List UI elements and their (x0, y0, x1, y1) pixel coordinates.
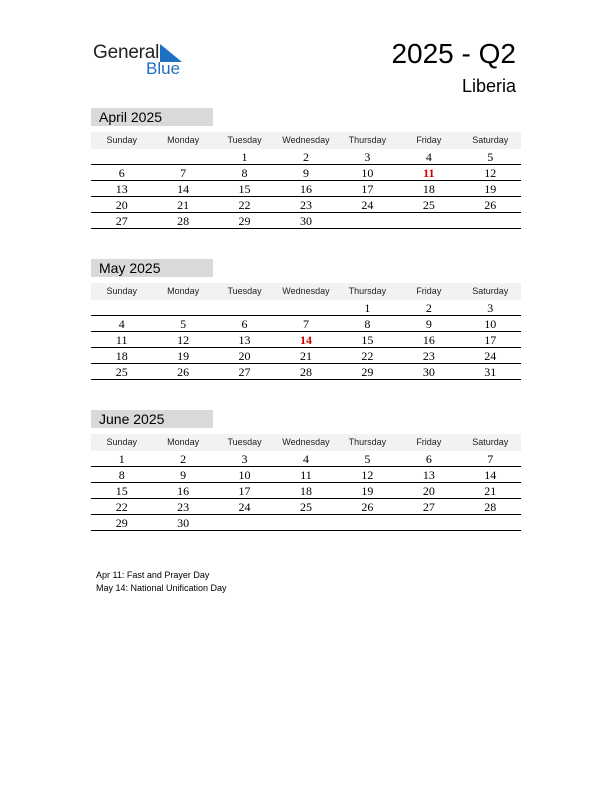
day-cell: 4 (302, 452, 309, 466)
month-weeks (91, 451, 521, 531)
day-cell: 25 (422, 198, 435, 212)
day-cell: 13 (115, 182, 128, 196)
day-cell: 5 (180, 317, 187, 331)
day-cell: 3 (241, 452, 248, 466)
month-weeks (91, 149, 521, 229)
day-cell: 22 (361, 349, 374, 363)
day-cell: 23 (422, 349, 435, 363)
weekday-label: Saturday (472, 286, 509, 296)
weekday-label: Wednesday (282, 437, 330, 447)
day-cell: 4 (118, 317, 125, 331)
weekday-header (91, 132, 521, 149)
week-row (91, 499, 521, 515)
day-cell: 6 (425, 452, 432, 466)
day-cell: 28 (177, 214, 190, 228)
holiday-note: May 14: National Unification Day (96, 583, 227, 593)
day-cell (398, 515, 459, 530)
weekday-label: Monday (167, 135, 200, 145)
day-cell: 26 (484, 198, 497, 212)
day-cell: 5 (487, 150, 494, 164)
day-cell: 27 (238, 365, 251, 379)
day-cell: 11 (300, 468, 312, 482)
day-cell: 8 (241, 166, 248, 180)
day-cell: 15 (238, 182, 251, 196)
week-row (91, 451, 521, 467)
day-cell: 13 (422, 468, 435, 482)
day-cell: 29 (115, 516, 128, 530)
week-row (91, 149, 521, 165)
weekday-label: Tuesday (227, 437, 262, 447)
holiday-day-cell: 11 (423, 166, 435, 180)
day-cell: 7 (302, 317, 309, 331)
day-cell (398, 213, 459, 228)
day-cell: 16 (177, 484, 190, 498)
day-cell (337, 515, 398, 530)
day-cell: 10 (361, 166, 374, 180)
day-cell: 12 (177, 333, 190, 347)
weekday-label: Thursday (348, 437, 387, 447)
day-cell: 8 (364, 317, 371, 331)
day-cell: 9 (425, 317, 432, 331)
day-cell: 7 (487, 452, 494, 466)
day-cell: 23 (299, 198, 312, 212)
day-cell: 17 (484, 333, 497, 347)
day-cell: 25 (299, 500, 312, 514)
day-cell (275, 515, 336, 530)
day-cell (91, 300, 152, 315)
weekday-label: Thursday (348, 135, 387, 145)
month-label: June 2025 (91, 410, 213, 428)
day-cell: 14 (177, 182, 190, 196)
week-row (91, 300, 521, 316)
weekday-header (91, 283, 521, 300)
day-cell: 12 (484, 166, 497, 180)
day-cell (214, 300, 275, 315)
month-april (91, 108, 521, 229)
day-cell: 30 (177, 516, 190, 530)
day-cell: 4 (425, 150, 432, 164)
week-row (91, 316, 521, 332)
day-cell: 24 (484, 349, 497, 363)
day-cell (460, 213, 521, 228)
day-cell: 2 (180, 452, 187, 466)
day-cell: 19 (361, 484, 374, 498)
day-cell (214, 515, 275, 530)
weekday-label: Tuesday (227, 135, 262, 145)
weekday-header (91, 434, 521, 451)
weekday-label: Wednesday (282, 286, 330, 296)
day-cell: 28 (299, 365, 312, 379)
day-cell: 24 (238, 500, 251, 514)
weekday-label: Friday (416, 437, 442, 447)
day-cell: 30 (422, 365, 435, 379)
day-cell: 6 (241, 317, 248, 331)
day-cell: 25 (115, 365, 128, 379)
day-cell: 26 (361, 500, 374, 514)
day-cell: 5 (364, 452, 371, 466)
logo-general-text: General (93, 42, 160, 63)
day-cell: 19 (177, 349, 190, 363)
day-cell: 21 (299, 349, 312, 363)
week-row (91, 515, 521, 531)
weekday-label: Wednesday (282, 135, 330, 145)
day-cell: 16 (422, 333, 435, 347)
day-cell: 7 (180, 166, 187, 180)
weekday-label: Monday (167, 437, 200, 447)
month-weeks (91, 300, 521, 380)
weekday-label: Sunday (106, 286, 137, 296)
day-cell: 1 (241, 150, 248, 164)
day-cell: 1 (118, 452, 125, 466)
day-cell: 17 (361, 182, 374, 196)
week-row (91, 332, 521, 348)
day-cell: 30 (299, 214, 312, 228)
day-cell: 18 (422, 182, 435, 196)
day-cell: 9 (180, 468, 187, 482)
day-cell: 21 (177, 198, 190, 212)
day-cell: 26 (177, 365, 190, 379)
day-cell: 22 (238, 198, 251, 212)
weekday-label: Sunday (106, 437, 137, 447)
day-cell: 23 (177, 500, 190, 514)
day-cell: 10 (484, 317, 497, 331)
day-cell: 29 (238, 214, 251, 228)
day-cell (337, 213, 398, 228)
day-cell: 21 (484, 484, 497, 498)
day-cell: 20 (115, 198, 128, 212)
holiday-notes (96, 569, 227, 595)
day-cell: 2 (302, 150, 309, 164)
day-cell (275, 300, 336, 315)
day-cell: 18 (115, 349, 128, 363)
day-cell: 18 (299, 484, 312, 498)
day-cell: 10 (238, 468, 251, 482)
weekday-label: Monday (167, 286, 200, 296)
week-row (91, 364, 521, 380)
day-cell: 29 (361, 365, 374, 379)
month-label: April 2025 (91, 108, 213, 126)
logo (93, 42, 193, 82)
day-cell: 15 (361, 333, 374, 347)
day-cell: 27 (115, 214, 128, 228)
weekday-label: Thursday (348, 286, 387, 296)
month-may (91, 259, 521, 380)
day-cell: 14 (484, 468, 497, 482)
day-cell: 13 (238, 333, 251, 347)
day-cell: 12 (361, 468, 374, 482)
day-cell: 31 (484, 365, 497, 379)
week-row (91, 483, 521, 499)
day-cell: 27 (422, 500, 435, 514)
week-row (91, 197, 521, 213)
logo-blue-text: Blue (146, 59, 181, 78)
weekday-label: Sunday (106, 135, 137, 145)
day-cell: 20 (238, 349, 251, 363)
day-cell: 17 (238, 484, 251, 498)
day-cell: 9 (302, 166, 309, 180)
day-cell: 28 (484, 500, 497, 514)
day-cell: 15 (115, 484, 128, 498)
day-cell: 11 (115, 333, 128, 347)
day-cell: 1 (364, 301, 371, 315)
page-title: 2025 - Q2 (391, 38, 516, 69)
day-cell: 19 (484, 182, 497, 196)
weekday-label: Saturday (472, 135, 509, 145)
week-row (91, 467, 521, 483)
day-cell: 16 (299, 182, 312, 196)
weekday-label: Tuesday (227, 286, 262, 296)
week-row (91, 165, 521, 181)
day-cell: 3 (364, 150, 371, 164)
day-cell: 22 (115, 500, 128, 514)
day-cell: 6 (118, 166, 125, 180)
holiday-note: Apr 11: Fast and Prayer Day (96, 570, 210, 580)
month-label: May 2025 (91, 259, 213, 277)
week-row (91, 348, 521, 364)
holiday-day-cell: 14 (299, 333, 312, 347)
day-cell: 3 (487, 301, 494, 315)
week-row (91, 213, 521, 229)
day-cell (152, 149, 213, 164)
day-cell: 8 (118, 468, 125, 482)
weekday-label: Friday (416, 286, 442, 296)
day-cell (91, 149, 152, 164)
day-cell: 2 (425, 301, 432, 315)
weekday-label: Saturday (472, 437, 509, 447)
country-name: Liberia (461, 76, 516, 96)
week-row (91, 181, 521, 197)
month-june (91, 410, 521, 531)
day-cell: 24 (361, 198, 374, 212)
weekday-label: Friday (416, 135, 442, 145)
day-cell (460, 515, 521, 530)
day-cell: 20 (422, 484, 435, 498)
day-cell (152, 300, 213, 315)
